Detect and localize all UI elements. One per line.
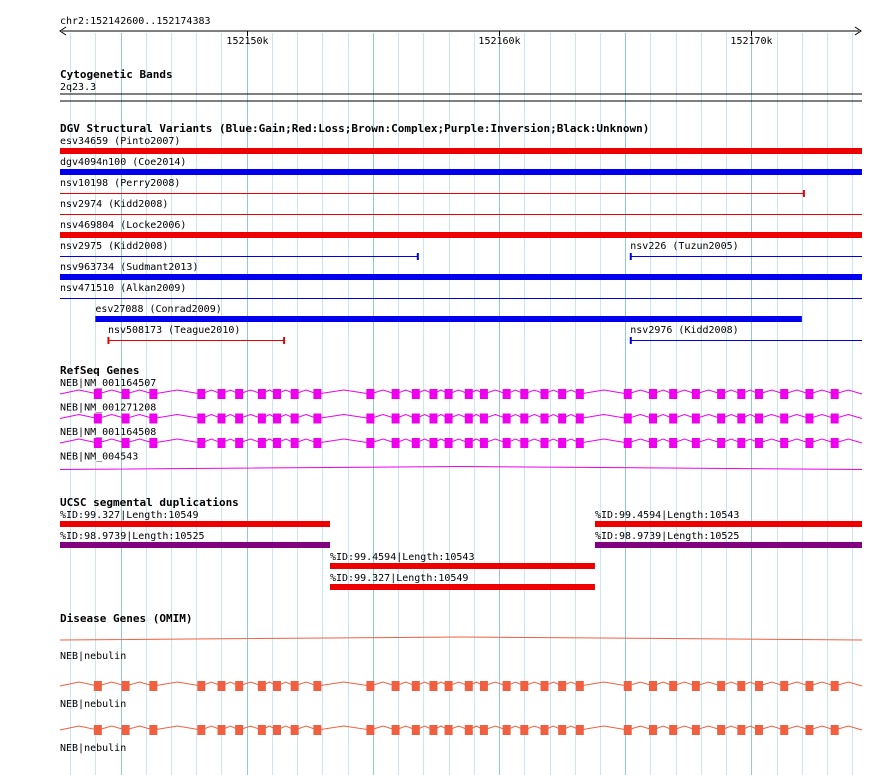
gene-exon [429, 438, 437, 448]
gene-exon [313, 414, 321, 424]
gene-exon [94, 725, 102, 735]
gene-exon [273, 681, 281, 691]
gene-exon [480, 725, 488, 735]
refseq-gene-label: NEB|NM_001271208 [60, 402, 157, 414]
gene-exon [717, 681, 725, 691]
gene-exon [649, 681, 657, 691]
gene-exon [503, 438, 511, 448]
gene-exon [465, 438, 473, 448]
gene-exon [669, 681, 677, 691]
gene-exon [831, 681, 839, 691]
gene-intron-line [60, 467, 862, 470]
dgv-feature-label: esv34659 (Pinto2007) [60, 136, 181, 147]
gene-exon [235, 438, 243, 448]
gene-exon [197, 725, 205, 735]
gene-exon [480, 681, 488, 691]
gene-exon [313, 438, 321, 448]
segdup-feature-label: %ID:99.327|Length:10549 [60, 510, 199, 521]
gene-exon [624, 389, 632, 399]
gene-exon [429, 389, 437, 399]
gene-exon [755, 681, 763, 691]
ruler-tick-label: 152160k [478, 36, 521, 47]
gene-exon [520, 438, 528, 448]
dgv-feature-label: nsv471510 (Alkan2009) [60, 283, 187, 294]
gene-exon [291, 414, 299, 424]
dgv-feature-bar [60, 274, 862, 280]
omim-gene-label: NEB|nebulin [60, 699, 127, 710]
track-omim [60, 612, 862, 754]
gene-exon [737, 725, 745, 735]
gene-exon [445, 389, 453, 399]
gene-exon [831, 438, 839, 448]
gene-exon [692, 389, 700, 399]
segdup-feature-bar [330, 563, 595, 569]
segdup-feature-bar [60, 542, 330, 548]
gene-exon [805, 438, 813, 448]
gene-exon [465, 681, 473, 691]
gene-exon [273, 389, 281, 399]
gene-exon [755, 389, 763, 399]
gene-exon [755, 725, 763, 735]
gene-exon [503, 681, 511, 691]
gene-intron-line [60, 637, 862, 640]
dgv-feature-bar [60, 169, 862, 175]
gene-exon [780, 681, 788, 691]
gene-exon [392, 725, 400, 735]
gene-exon [445, 438, 453, 448]
gene-exon [540, 438, 548, 448]
gene-exon [558, 438, 566, 448]
refseq-gene-label: NEB|NM_001164507 [60, 378, 157, 389]
gene-exon [503, 725, 511, 735]
dgv-feature-label: nsv963734 (Sudmant2013) [60, 262, 199, 273]
gene-exon [717, 389, 725, 399]
gene-exon [692, 681, 700, 691]
gene-exon [197, 681, 205, 691]
gene-exon [480, 389, 488, 399]
gene-exon [258, 681, 266, 691]
gene-exon [649, 725, 657, 735]
gene-exon [669, 414, 677, 424]
gene-exon [576, 414, 584, 424]
gene-exon [291, 389, 299, 399]
gene-exon [291, 438, 299, 448]
gene-exon [669, 389, 677, 399]
gene-exon [258, 414, 266, 424]
gene-exon [149, 414, 157, 424]
gene-exon [149, 725, 157, 735]
gene-exon [576, 681, 584, 691]
gene-exon [412, 389, 420, 399]
gene-exon [412, 681, 420, 691]
gene-exon [366, 438, 374, 448]
gene-exon [313, 725, 321, 735]
dgv-feature-bar [60, 232, 862, 238]
gene-exon [197, 438, 205, 448]
gene-exon [737, 438, 745, 448]
gene-exon [755, 414, 763, 424]
gene-exon [149, 389, 157, 399]
gene-exon [831, 414, 839, 424]
gene-exon [235, 389, 243, 399]
track-segdup [60, 496, 862, 590]
gene-exon [649, 389, 657, 399]
gene-exon [805, 414, 813, 424]
gene-exon [94, 681, 102, 691]
gene-exon [540, 389, 548, 399]
segdup-feature-label: %ID:99.4594|Length:10543 [329, 552, 475, 563]
gene-exon [503, 414, 511, 424]
gene-exon [624, 438, 632, 448]
gene-exon [624, 725, 632, 735]
gene-exon [445, 414, 453, 424]
gene-exon [235, 681, 243, 691]
gene-exon [122, 725, 130, 735]
gene-exon [366, 681, 374, 691]
gene-exon [392, 414, 400, 424]
gene-exon [94, 389, 102, 399]
gene-exon [197, 389, 205, 399]
region-label: chr2:152142600..152174383 [60, 16, 211, 27]
gene-exon [392, 389, 400, 399]
track-title-dgv[interactable]: DGV Structural Variants (Blue:Gain;Red:Loss;Brown:Complex;Purple:Inversion;Black:Unknown) [60, 122, 650, 135]
dgv-feature-label: nsv10198 (Perry2008) [60, 178, 181, 189]
gene-exon [465, 414, 473, 424]
ruler [60, 16, 861, 47]
gene-exon [805, 681, 813, 691]
gene-exon [197, 414, 205, 424]
gene-exon [412, 725, 420, 735]
gene-exon [780, 414, 788, 424]
gene-exon [217, 414, 225, 424]
gene-exon [649, 414, 657, 424]
gene-exon [217, 725, 225, 735]
ruler-tick-label: 152170k [730, 36, 773, 47]
gene-exon [520, 725, 528, 735]
dgv-feature-label: nsv2976 (Kidd2008) [630, 325, 739, 336]
gene-exon [717, 725, 725, 735]
omim-gene-label: NEB|nebulin [60, 651, 127, 662]
gene-exon [122, 681, 130, 691]
gene-exon [465, 725, 473, 735]
dgv-feature-label: nsv469804 (Locke2006) [60, 220, 187, 231]
gene-exon [258, 725, 266, 735]
dgv-feature-label: nsv2974 (Kidd2008) [60, 199, 169, 210]
gene-exon [429, 681, 437, 691]
gene-exon [465, 389, 473, 399]
gene-exon [291, 725, 299, 735]
gene-exon [649, 438, 657, 448]
gene-exon [480, 438, 488, 448]
gene-exon [445, 681, 453, 691]
gene-exon [412, 438, 420, 448]
dgv-feature-label: nsv508173 (Teague2010) [107, 325, 241, 336]
dgv-feature-label: nsv226 (Tuzun2005) [630, 241, 739, 252]
gene-exon [540, 414, 548, 424]
gene-exon [412, 414, 420, 424]
gene-exon [717, 414, 725, 424]
gene-exon [558, 681, 566, 691]
track-cytoband [60, 68, 862, 101]
gene-exon [520, 389, 528, 399]
gene-exon [235, 725, 243, 735]
track-title-segdup[interactable]: UCSC segmental duplications [60, 496, 239, 509]
gene-exon [692, 438, 700, 448]
gene-exon [755, 438, 763, 448]
gene-exon [576, 389, 584, 399]
gene-exon [258, 389, 266, 399]
refseq-gene-label: NEB|NM_004543 [60, 451, 139, 463]
gene-exon [780, 725, 788, 735]
gene-exon [669, 438, 677, 448]
gene-exon [520, 414, 528, 424]
gene-exon [291, 681, 299, 691]
gene-exon [313, 389, 321, 399]
gene-exon [624, 681, 632, 691]
track-refseq [60, 364, 862, 470]
gene-exon [805, 725, 813, 735]
gene-exon [122, 414, 130, 424]
gene-exon [366, 725, 374, 735]
gene-exon [217, 681, 225, 691]
dgv-feature-bar [60, 148, 862, 154]
gene-exon [392, 438, 400, 448]
gene-exon [217, 438, 225, 448]
track-title-omim[interactable]: Disease Genes (OMIM) [60, 612, 193, 625]
gene-exon [558, 725, 566, 735]
gene-exon [558, 389, 566, 399]
gene-exon [576, 438, 584, 448]
gene-exon [503, 389, 511, 399]
gene-exon [429, 725, 437, 735]
gene-exon [480, 414, 488, 424]
ruler-tick-label: 152150k [226, 36, 269, 47]
gene-exon [217, 389, 225, 399]
segdup-feature-bar [60, 521, 330, 527]
gene-exon [366, 414, 374, 424]
dgv-feature-label: dgv4094n100 (Coe2014) [60, 157, 187, 168]
gene-exon [258, 438, 266, 448]
gene-exon [780, 389, 788, 399]
gene-exon [540, 681, 548, 691]
gene-exon [94, 414, 102, 424]
gene-exon [94, 438, 102, 448]
segdup-feature-label: %ID:99.4594|Length:10543 [594, 510, 740, 521]
track-title-cytoband[interactable]: Cytogenetic Bands [60, 68, 173, 81]
dgv-feature-label: esv27088 (Conrad2009) [95, 304, 222, 315]
gene-exon [273, 414, 281, 424]
gene-exon [445, 725, 453, 735]
gene-exon [737, 389, 745, 399]
track-dgv [60, 122, 862, 344]
track-title-refseq[interactable]: RefSeq Genes [60, 364, 140, 377]
gene-exon [831, 725, 839, 735]
gene-exon [717, 438, 725, 448]
gene-exon [366, 389, 374, 399]
gene-exon [576, 725, 584, 735]
gene-exon [273, 438, 281, 448]
segdup-feature-bar [330, 584, 595, 590]
gene-exon [737, 681, 745, 691]
ruler-ticks [226, 31, 772, 47]
gene-exon [273, 725, 281, 735]
gene-exon [780, 438, 788, 448]
omim-gene-label: NEB|nebulin [60, 743, 127, 754]
gene-exon [805, 389, 813, 399]
segdup-feature-bar [595, 542, 862, 548]
segdup-feature-label: %ID:99.327|Length:10549 [329, 573, 469, 584]
gene-exon [149, 438, 157, 448]
gene-exon [313, 681, 321, 691]
dgv-feature-label: nsv2975 (Kidd2008) [60, 241, 169, 252]
gene-exon [737, 414, 745, 424]
gene-exon [392, 681, 400, 691]
dgv-feature-bar [95, 316, 802, 322]
grid-lines [71, 33, 853, 775]
gene-exon [831, 389, 839, 399]
gene-exon [558, 414, 566, 424]
gene-exon [122, 438, 130, 448]
gene-exon [520, 681, 528, 691]
gene-exon [692, 725, 700, 735]
gene-exon [149, 681, 157, 691]
cytoband-label: 2q23.3 [60, 82, 97, 93]
segdup-feature-bar [595, 521, 862, 527]
gene-exon [540, 725, 548, 735]
gene-exon [122, 389, 130, 399]
refseq-gene-label: NEB|NM_001164508 [60, 427, 157, 438]
segdup-feature-label: %ID:98.9739|Length:10525 [60, 531, 205, 542]
gene-exon [429, 414, 437, 424]
gene-exon [692, 414, 700, 424]
gene-exon [235, 414, 243, 424]
gene-exon [624, 414, 632, 424]
segdup-feature-label: %ID:98.9739|Length:10525 [594, 531, 740, 542]
gene-exon [669, 725, 677, 735]
